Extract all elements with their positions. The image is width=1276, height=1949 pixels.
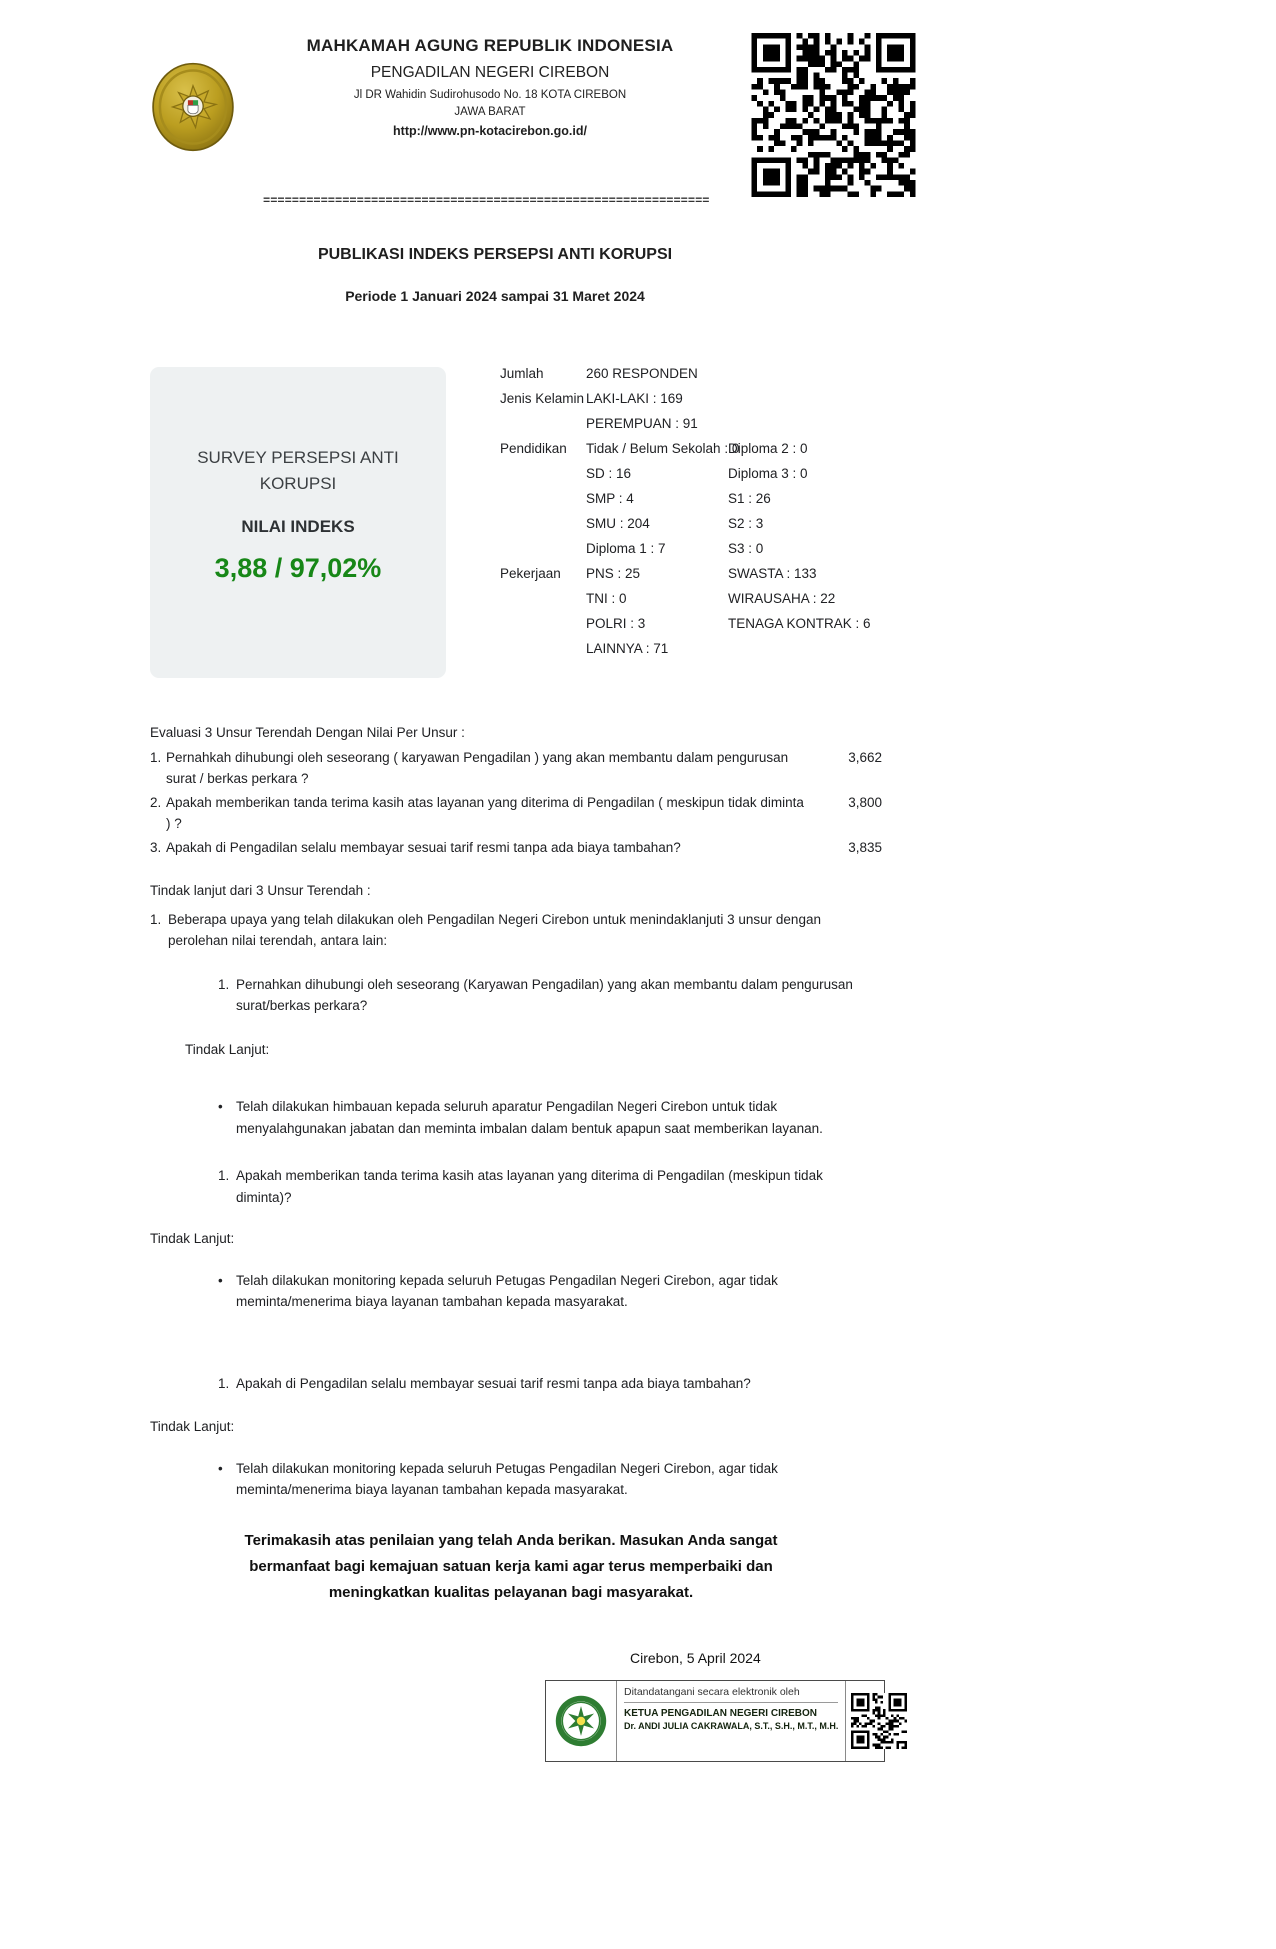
item-number: 2. bbox=[150, 795, 162, 810]
bullet-icon bbox=[218, 1270, 236, 1313]
evaluation-heading: Evaluasi 3 Unsur Terendah Dengan Nilai Per Unsur : bbox=[150, 725, 465, 740]
stats-row bbox=[500, 636, 930, 661]
item-number: 1. bbox=[150, 750, 162, 765]
letterhead bbox=[215, 36, 765, 138]
followup-action bbox=[218, 1458, 882, 1501]
stats-label: Pekerjaan bbox=[500, 566, 561, 581]
index-label: NILAI INDEKS bbox=[241, 517, 355, 536]
court-province: JAWA BARAT bbox=[454, 106, 526, 118]
stats-label bbox=[500, 411, 586, 436]
stats-label: Pendidikan bbox=[500, 441, 567, 456]
respondent-stats bbox=[500, 361, 930, 661]
item-text: Telah dilakukan monitoring kepada seluruh Petugas Pengadilan Negeri Cirebon, agar tidak meminta/menerima biaya layanan tambahan kepada masyarakat. bbox=[236, 1460, 778, 1497]
survey-title: SURVEY PERSEPSI ANTI KORUPSI bbox=[197, 448, 399, 493]
followup-intro bbox=[150, 909, 882, 952]
index-value: 3,88 / 97,02% bbox=[214, 553, 382, 583]
document-period: Periode 1 Januari 2024 sampai 31 Maret 2024 bbox=[345, 288, 645, 304]
stats-value: SMU : 204 bbox=[586, 516, 650, 531]
bullet-icon bbox=[218, 1458, 236, 1501]
qr-code bbox=[751, 33, 916, 197]
item-text: Pernahkah dihubungi oleh seseorang ( karyawan Pengadilan ) yang akan membantu dalam pengurusan surat / berkas perkara ? bbox=[166, 750, 789, 786]
stats-row bbox=[500, 486, 930, 511]
stats-row bbox=[500, 436, 930, 461]
followup-section bbox=[150, 880, 882, 1501]
evaluation-item bbox=[150, 792, 882, 834]
stats-value: Diploma 1 : 7 bbox=[586, 541, 666, 556]
stats-row bbox=[500, 411, 930, 436]
evaluation-score: 3,835 bbox=[848, 840, 882, 855]
stats-value: LAINNYA : 71 bbox=[586, 641, 669, 656]
stats-label bbox=[500, 486, 586, 511]
item-text: Apakah memberikan tanda terima kasih atas layanan yang diterima di Pengadilan ( meskipun tidak diminta ) ? bbox=[166, 795, 804, 831]
stats-value: Diploma 3 : 0 bbox=[728, 466, 808, 481]
stats-label bbox=[500, 586, 586, 611]
stats-value bbox=[728, 411, 930, 436]
stats-row bbox=[500, 536, 930, 561]
signature-text bbox=[617, 1681, 845, 1761]
item-text: Apakah memberikan tanda terima kasih atas layanan yang diterima di Pengadilan (meskipun tidak diminta)? bbox=[236, 1168, 823, 1205]
followup-question bbox=[218, 1165, 882, 1208]
item-number: 1. bbox=[218, 1168, 230, 1183]
org-name: MAHKAMAH AGUNG REPUBLIK INDONESIA bbox=[306, 36, 674, 55]
court-seal-icon bbox=[546, 1681, 617, 1761]
court-address: Jl DR Wahidin Sudirohusodo No. 18 KOTA CIREBON bbox=[353, 89, 627, 101]
stats-value: SD : 16 bbox=[586, 466, 632, 481]
evaluation-item bbox=[150, 837, 882, 858]
stats-value: PNS : 25 bbox=[586, 566, 641, 581]
item-text: Telah dilakukan himbauan kepada seluruh aparatur Pengadilan Negeri Cirebon untuk tidak menyalahgunakan jabatan dan meminta imbalan dalam bentuk apapun saat memberikan layanan. bbox=[236, 1099, 823, 1136]
divider-line: ============================================================== bbox=[263, 194, 710, 208]
item-text: Pernahkan dihubungi oleh seseorang (Karyawan Pengadilan) yang akan membantu dalam pengurusan surat/berkas perkara? bbox=[236, 976, 853, 1013]
stats-row bbox=[500, 586, 930, 611]
signature-box bbox=[545, 1680, 885, 1762]
stats-row bbox=[500, 386, 930, 411]
stats-row bbox=[500, 561, 930, 586]
stats-value: Tidak / Belum Sekolah : 0 bbox=[586, 441, 740, 456]
signature-qr-cell bbox=[845, 1681, 912, 1761]
stats-value: WIRAUSAHA : 22 bbox=[728, 591, 836, 606]
stats-value: S1 : 26 bbox=[728, 491, 771, 506]
court-website: http://www.pn-kotacirebon.go.id/ bbox=[393, 124, 587, 138]
stats-value: SMP : 4 bbox=[586, 491, 634, 506]
evaluation-item bbox=[150, 747, 882, 789]
stats-label bbox=[500, 461, 586, 486]
stats-row bbox=[500, 461, 930, 486]
item-text: Apakah di Pengadilan selalu membayar sesuai tarif resmi tanpa ada biaya tambahan? bbox=[236, 1375, 751, 1391]
stats-value: 260 RESPONDEN bbox=[586, 366, 698, 381]
followup-heading: Tindak lanjut dari 3 Unsur Terendah : bbox=[150, 883, 371, 898]
stats-label bbox=[500, 536, 586, 561]
bullet-icon bbox=[218, 1096, 236, 1139]
stats-value bbox=[728, 361, 930, 386]
evaluation-score: 3,662 bbox=[848, 750, 882, 765]
stats-row bbox=[500, 361, 930, 386]
stats-value: TNI : 0 bbox=[586, 591, 627, 606]
item-text: Apakah di Pengadilan selalu membayar sesuai tarif resmi tanpa ada biaya tambahan? bbox=[166, 840, 681, 855]
closing-message: Terimakasih atas penilaian yang telah Anda berikan. Masukan Anda sangat bermanfaat bagi kemajuan satuan kerja kami agar terus memperbaiki dan meningkatkan kualitas pelayanan bagi masyarakat. bbox=[244, 1532, 778, 1601]
stats-label bbox=[500, 511, 586, 536]
followup-question bbox=[218, 974, 882, 1017]
place-date: Cirebon, 5 April 2024 bbox=[630, 1650, 761, 1666]
item-number: 1. bbox=[218, 976, 230, 992]
stats-label: Jenis Kelamin bbox=[500, 391, 585, 406]
item-number: 1. bbox=[150, 911, 162, 927]
court-name: PENGADILAN NEGERI CIREBON bbox=[370, 64, 610, 81]
stats-value: POLRI : 3 bbox=[586, 616, 646, 631]
stats-row bbox=[500, 511, 930, 536]
stats-value: Diploma 2 : 0 bbox=[728, 441, 808, 456]
stats-value: PEREMPUAN : 91 bbox=[586, 416, 698, 431]
stats-row bbox=[500, 611, 930, 636]
stats-value: TENAGA KONTRAK : 6 bbox=[728, 616, 871, 631]
signature-qr-code bbox=[851, 1693, 907, 1749]
item-text: Telah dilakukan monitoring kepada seluruh Petugas Pengadilan Negeri Cirebon, agar tidak meminta/menerima biaya layanan tambahan kepada masyarakat. bbox=[236, 1272, 778, 1309]
stats-label: Jumlah bbox=[500, 366, 544, 381]
item-number: 1. bbox=[218, 1375, 230, 1391]
stats-value: S3 : 0 bbox=[728, 541, 764, 556]
tindak-lanjut-label: Tindak Lanjut: bbox=[150, 1231, 235, 1246]
stats-value: LAKI-LAKI : 169 bbox=[586, 391, 683, 406]
stats-value bbox=[728, 636, 930, 661]
evaluation-section bbox=[150, 722, 882, 858]
document-title: PUBLIKASI INDEKS PERSEPSI ANTI KORUPSI bbox=[317, 246, 673, 263]
stats-label bbox=[500, 636, 586, 661]
followup-question bbox=[218, 1373, 882, 1395]
followup-action bbox=[218, 1270, 882, 1313]
index-summary-card bbox=[150, 367, 446, 678]
stats-value bbox=[728, 386, 930, 411]
esign-note: Ditandatangani secara elektronik oleh bbox=[624, 1686, 838, 1703]
stats-value: S2 : 3 bbox=[728, 516, 764, 531]
signer-title: KETUA PENGADILAN NEGERI CIREBON bbox=[624, 1708, 817, 1719]
evaluation-score: 3,800 bbox=[848, 795, 882, 810]
followup-action bbox=[218, 1096, 882, 1139]
tindak-lanjut-label: Tindak Lanjut: bbox=[185, 1041, 270, 1057]
tindak-lanjut-label: Tindak Lanjut: bbox=[150, 1419, 235, 1434]
stats-label bbox=[500, 611, 586, 636]
item-number: 3. bbox=[150, 840, 162, 855]
item-text: Beberapa upaya yang telah dilakukan oleh Pengadilan Negeri Cirebon untuk menindaklanjuti 3 unsur dengan perolehan nilai terendah, antara lain: bbox=[168, 911, 821, 948]
stats-value: SWASTA : 133 bbox=[728, 566, 817, 581]
signer-name: Dr. ANDI JULIA CAKRAWALA, S.T., S.H., M.T., M.H. bbox=[624, 1721, 839, 1731]
